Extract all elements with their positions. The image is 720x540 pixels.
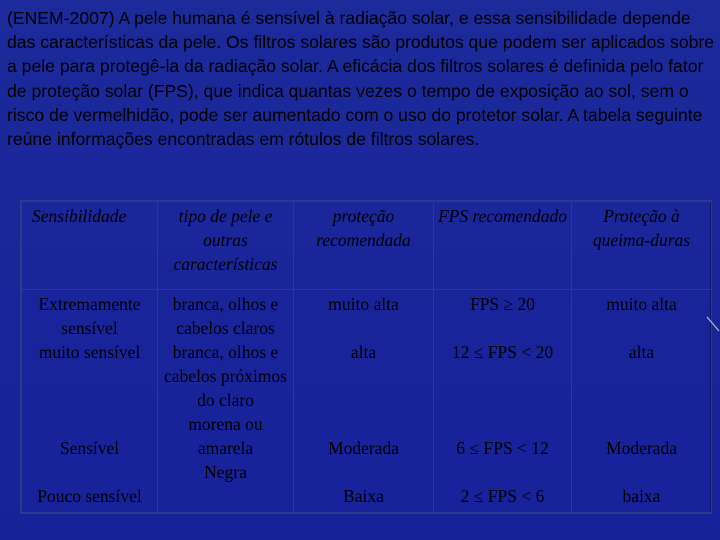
cell-tipo: Negra	[204, 462, 247, 482]
cell-queimaduras: muito alta	[606, 294, 677, 314]
cell-fps: 6 ≤ FPS < 12	[456, 438, 549, 458]
header-fps-recomendado: FPS recomendado	[434, 202, 572, 290]
column-queimaduras	[572, 290, 712, 513]
question-text: (ENEM-2007) A pele humana é sensível à radiação solar, e essa sensibilidade depende das características da pele. Os filtros solares são produtos que podem ser aplicados sobre a pele para protegê-la da radiação solar. A eficácia dos filtros solares é definida pelo fator de proteção solar (FPS), que indica quantas vezes o tempo de exposição ao sol, sem o risco de vermelhidão, pode ser aumentado com o uso do protetor solar. A tabela seguinte reúne informações encontradas em rótulos de filtros solares.	[7, 8, 715, 150]
cell-fps: 2 ≤ FPS < 6	[460, 486, 545, 506]
column-protecao	[294, 290, 434, 513]
sunscreen-table	[20, 200, 712, 514]
header-protecao-recomendada: proteção recomendada	[294, 202, 434, 290]
cell-fps: FPS ≥ 20	[469, 294, 536, 314]
cell-tipo: branca, olhos e cabelos próximos do claro	[164, 342, 287, 410]
cell-protecao: alta	[350, 342, 377, 362]
cell-queimaduras: Moderada	[606, 438, 677, 458]
column-tipo-de-pele	[158, 290, 294, 513]
cell-protecao: Baixa	[343, 486, 384, 506]
cell-queimaduras: alta	[628, 342, 655, 362]
cell-sensibilidade: Sensível	[59, 438, 120, 458]
cell-protecao: Moderada	[328, 438, 399, 458]
header-tipo-de-pele: tipo de pele e outras características	[158, 202, 294, 290]
column-fps	[434, 290, 572, 513]
column-sensibilidade	[22, 290, 158, 513]
table-body-row	[22, 290, 712, 513]
cell-sensibilidade: Pouco sensível	[37, 486, 142, 506]
table-header-row	[22, 202, 712, 290]
cell-fps: 12 ≤ FPS < 20	[451, 342, 554, 362]
cell-tipo: branca, olhos e cabelos claros	[172, 294, 279, 338]
cell-protecao: muito alta	[328, 294, 399, 314]
pen-mark-icon	[706, 316, 720, 332]
header-sensibilidade: Sensibilidade	[22, 202, 158, 290]
header-protecao-queimaduras: Proteção à queima-duras	[572, 202, 712, 290]
cell-tipo: morena ou amarela	[188, 414, 263, 458]
cell-sensibilidade: muito sensível	[38, 342, 141, 362]
sunscreen-table-grid	[21, 201, 712, 513]
cell-sensibilidade: Extremamente sensível	[38, 294, 141, 338]
cell-queimaduras: baixa	[622, 486, 661, 506]
